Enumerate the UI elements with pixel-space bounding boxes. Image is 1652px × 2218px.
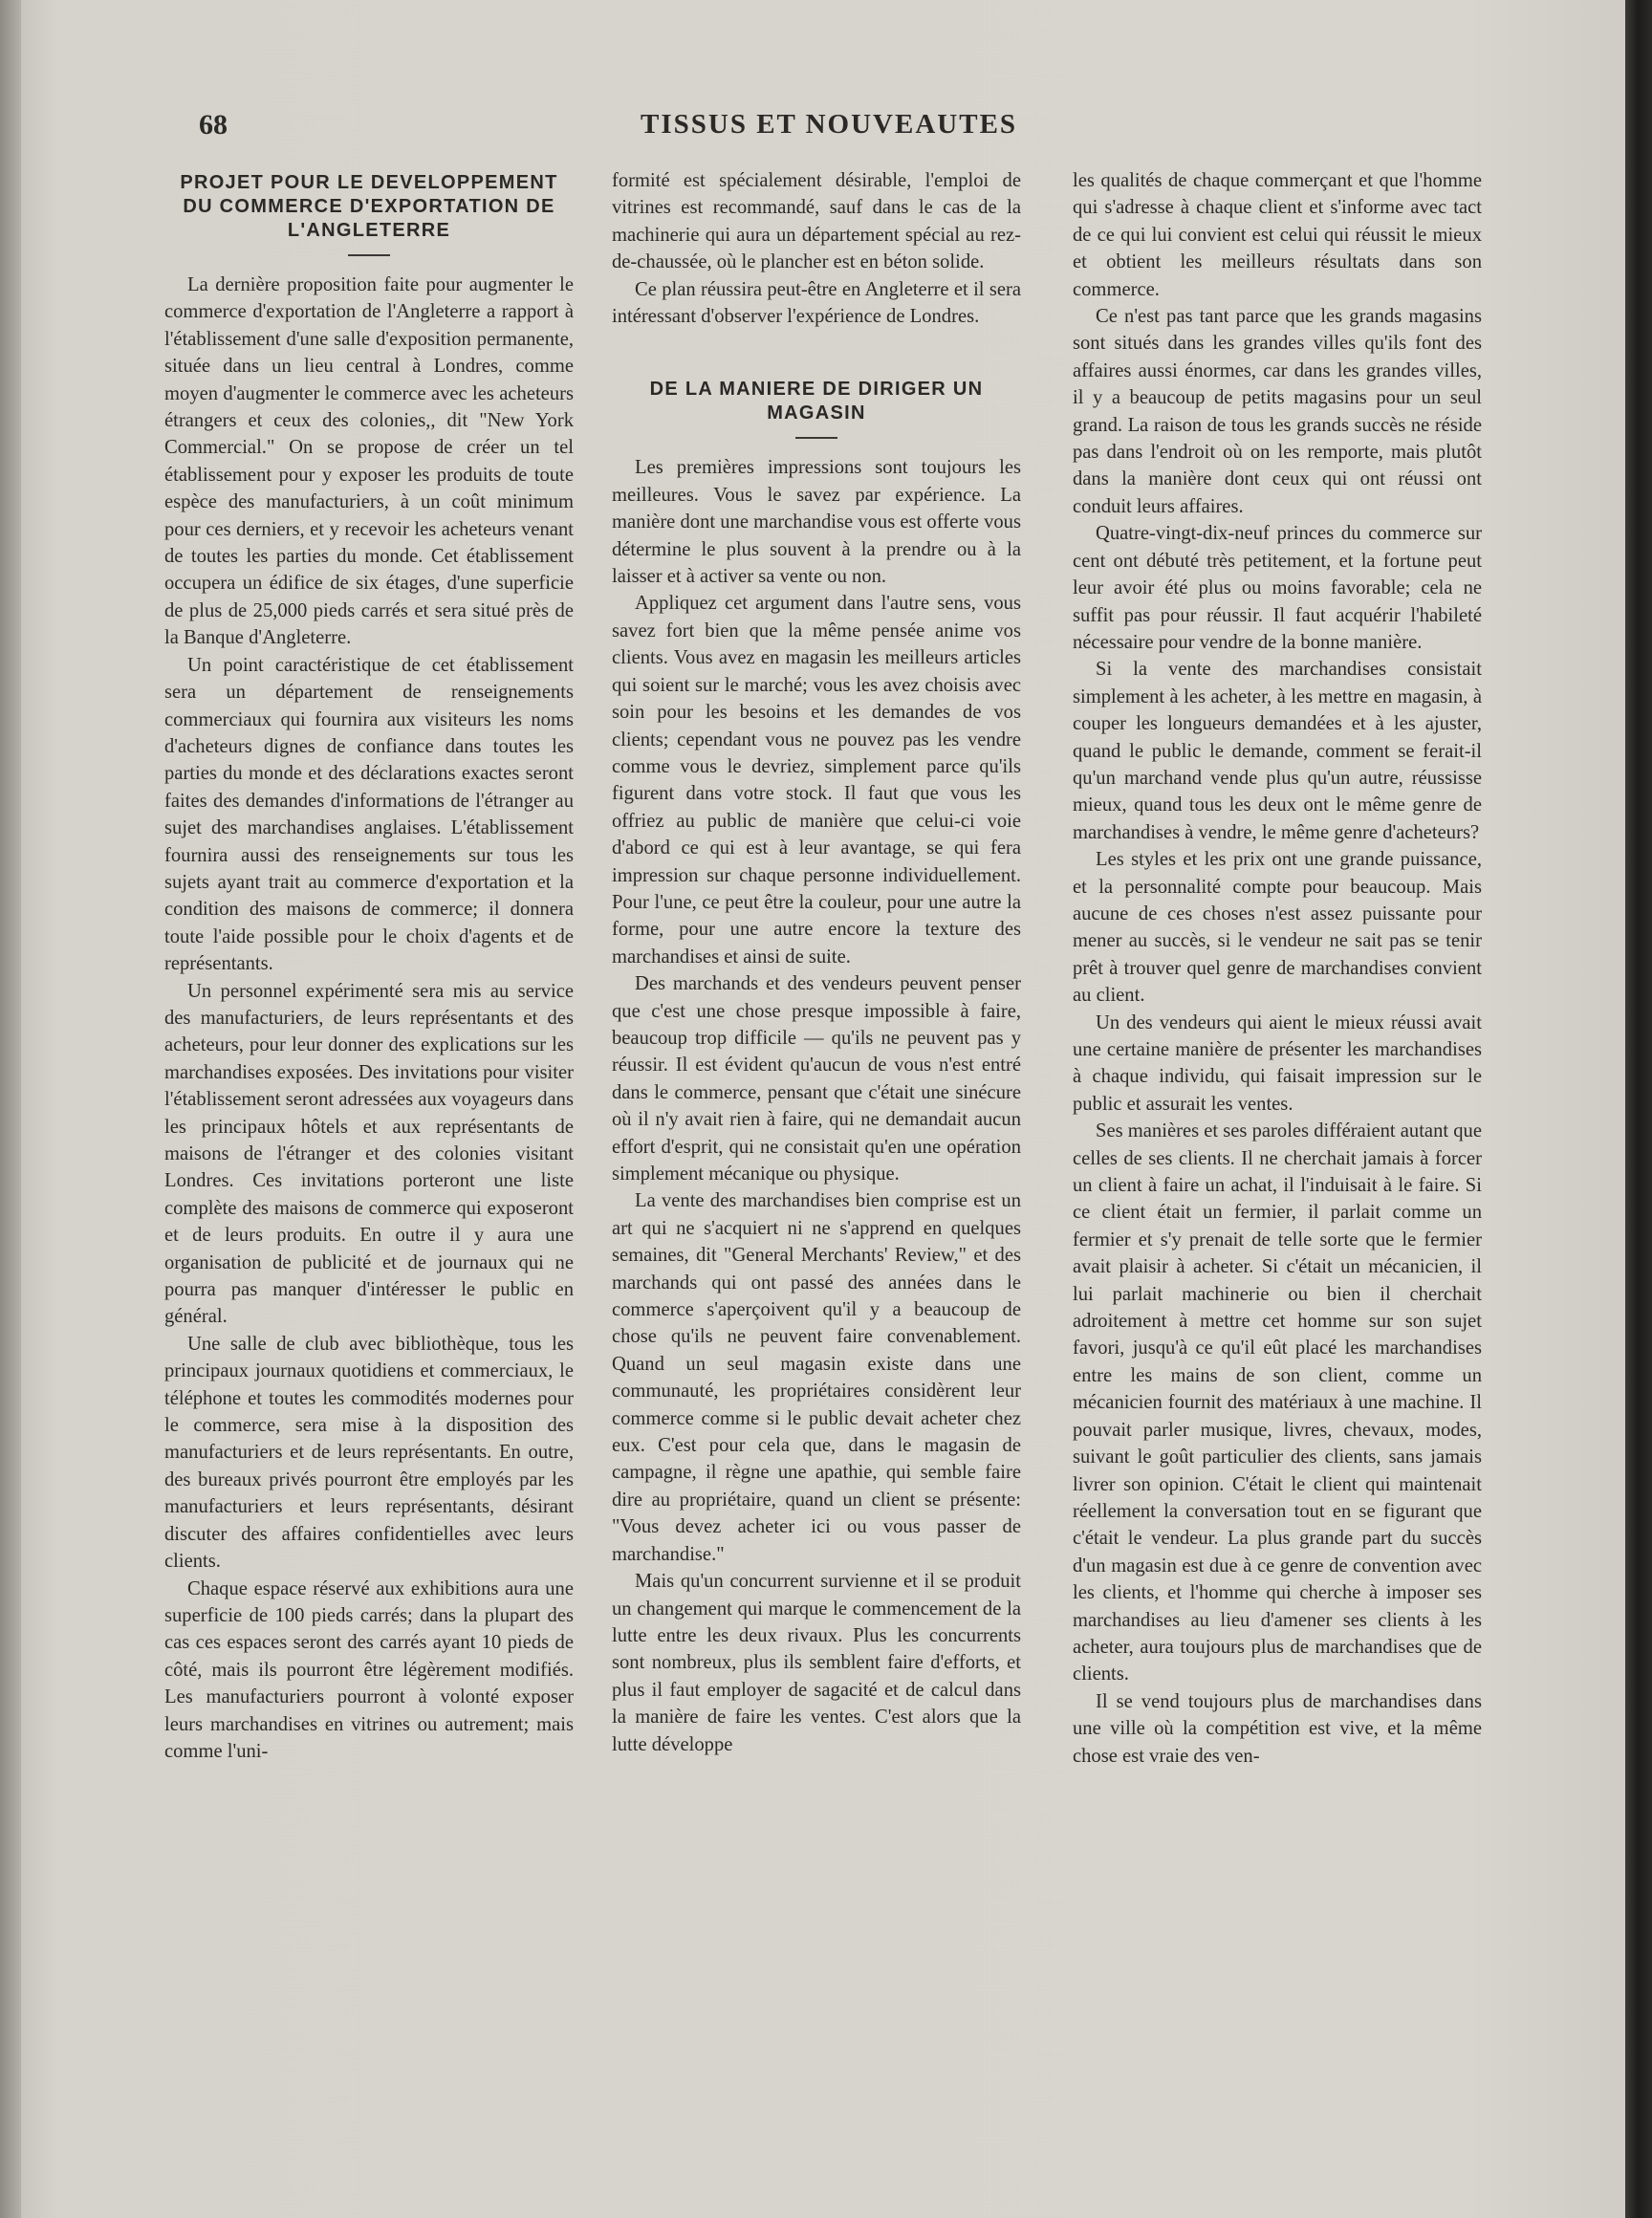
paragraph: Les styles et les prix ont une grande puissance, et la personnalité compte pour beaucoup. Mais aucune de ces choses n'est assez puissante pour mener au succès, si le vendeur ne sait pas se tenir prêt à trouver quel genre de marchandises convient au client. [1073, 849, 1482, 1007]
paragraph: Chaque espace réservé aux exhibitions aura une superficie de 100 pieds carrés; dans la plupart des cas ces espaces seront des carrés ayant 10 pieds de côté, mais ils pourront être légèrement modifiés. Les manufacturiers pourront à volonté exposer leurs marchandises en vitrines ou autrement; mais comme l'uni- [164, 1577, 574, 1762]
title-rule [795, 437, 837, 439]
paragraph: Si la vente des marchandises consistait simplement à les acheter, à les mettre en magasin, à couper les longueurs demandées et à les ajuster, quand le public le demande, comment se ferait-il qu'un marchand vende plus qu'un autre, réussisse mieux, quand tous les deux ont le même genre de marchandises à vendre, le même genre d'acheteurs? [1073, 659, 1482, 843]
paragraph: La dernière proposition faite pour augmenter le commerce d'exportation de l'Angleterre a rapport à l'établissement d'une salle d'exposition permanente, située dans un lieu central à Londres, comme moyen d'augmenter le commerce avec les acheteurs étrangers et ceux des colonies,, dit "New York Commercial." On se propose de créer un tel établissement pour y exposer les produits de toute espèce des manufacturiers, à un coût minimum pour ces derniers, et y recevoir les acheteurs venant de toutes les parties du monde. Cet établissement occupera un édifice de six étages, d'une superficie de plus de 25,000 pieds carrés et sera situé près de la Banque d'Angleterre. [164, 274, 574, 649]
paragraph: Quatre-vingt-dix-neuf princes du commerce sur cent ont débuté très petitement, et la fortune peut leur avoir été plus ou moins favorable; cela ne suffit pas pour réussir. Il faut acquérir l'habileté nécessaire pour vendre de la bonne manière. [1073, 523, 1482, 653]
column-1 [164, 167, 574, 1765]
column-2 [612, 167, 1021, 1758]
paragraph: La vente des marchandises bien comprise est un art qui ne s'acquiert ni ne s'apprend en quelques semaines, dit "General Merchants' Review," et des marchands qui ont passé des années dans le commerce s'aperçoivent qu'il y a beaucoup de chose qu'ils ne peuvent faire convenablement. Quand un seul magasin existe dans une communauté, les propriétaires considèrent leur commerce comme si le public devait acheter chez eux. C'est pour cela que, dans le magasin de campagne, il règne une apathie, qui semble faire dire au propriétaire, quand un client se présente: "Vous devez acheter ici ou vous passer de marchandise." [612, 1190, 1021, 1565]
paragraph: Des marchands et des vendeurs peuvent penser que c'est une chose presque impossible à faire, beaucoup trop difficile — qu'ils ne peuvent pas y réussir. Il est évident qu'aucun de vous n'est entré dans le commerce, pensant que c'était une sinécure où il n'y avait rien à faire, qui ne demandait aucun effort d'esprit, qui ne consistait qu'en une opération simplement mécanique ou physique. [612, 973, 1021, 1185]
title-rule [348, 254, 390, 256]
paragraph: Une salle de club avec bibliothèque, tous les principaux journaux quotidiens et commerciaux, le téléphone et toutes les commodités modernes pour le commerce, sera mise à la disposition des manufacturiers et de leurs représentants. En outre, des bureaux privés pourront être employés par les manufacturiers et leurs représentants, désirant discuter des affaires confidentielles avec leurs clients. [164, 1333, 574, 1573]
binding-gutter [0, 0, 21, 2218]
paragraph: Les premières impressions sont toujours les meilleures. Vous le savez par expérience. La manière dont une marchandise vous est offerte vous détermine le plus souvent à la prendre ou à la laisser et à activer sa vente ou non. [612, 457, 1021, 588]
running-header [143, 103, 1539, 151]
paragraph: Ses manières et ses paroles différaient autant que celles de ses clients. Il ne cherchait jamais à forcer un client à faire un achat, il l'induisait à le faire. Si ce client était un fermier, il parlait comme un fermier et s'y prenait de telle sorte que le fermier avait plaisir à acheter. Si c'était un mécanicien, il lui parlait machinerie ou bien il cherchait adroitement à mettre cet homme sur son sujet favori, jusqu'à ce qu'il eût placé les marchandises entre les mains de son client, comme un mécanicien fournit des matériaux à une machine. Il pouvait parler musique, livres, chevaux, modes, suivant le goût particulier des clients, sans jamais livrer son opinion. C'était le client qui maintenait réellement la conversation tout en se figurant que c'était le vendeur. La plus grande part du succès d'un magasin est due à ce genre de convention avec les clients, et l'homme qui cherche à imposer ses marchandises au lieu d'amener ses clients à les acheter, aura toujours plus de marchandises que de clients. [1073, 1120, 1482, 1685]
article-separator [612, 330, 1021, 374]
paragraph-continued: les qualités de chaque commerçant et que l'homme qui s'adresse à chaque client et s'informe avec tact de ce qui lui convient est celui qui réussit le mieux et obtient les meilleurs résultats dans son commerce. [1073, 170, 1482, 300]
paragraph: Un personnel expérimenté sera mis au service des manufacturiers, de leurs représentants et des acheteurs, pour leur donner des explications sur les marchandises exposées. Des invitations pour visiter l'établissement seront adressées aux voyageurs dans les principaux hôtels et aux représentants de maisons de l'étranger et des colonies visitant Londres. Ces invitations porteront une liste complète des maisons de commerce qui exposeront et de leurs produits. En outre il y aura une organisation de publicité et de journaux qui ne pourra pas manquer d'intéresser le public en général. [164, 980, 574, 1328]
paragraph: Mais qu'un concurrent survienne et il se produit un changement qui marque le commencement de la lutte entre les deux rivaux. Plus les concurrents sont nombreux, plus ils semblent faire d'efforts, et plus il faut employer de sagacité et de calcul dans la manière de faire les ventes. C'est alors que la lutte développe [612, 1571, 1021, 1755]
paragraph: Il se vend toujours plus de marchandises dans une ville où la compétition est vive, et la même chose est vraie des ven- [1073, 1690, 1482, 1767]
paragraph: Ce n'est pas tant parce que les grands magasins sont situés dans les grandes villes qu'ils font des affaires aussi énormes, car dans les grandes villes, il y a beaucoup de petits magasins pour un seul grand. La raison de tous les grands succès ne réside pas dans l'endroit où on les remporte, mais plutôt dans la manière dont ceux qui ont réussi ont conduit leurs affaires. [1073, 306, 1482, 517]
paragraph: Un des vendeurs qui aient le mieux réussi avait une certaine manière de présenter les marchandises à chaque individu, qui faisait impression sur le public et assurait les ventes. [1073, 1011, 1482, 1115]
paragraph: Ce plan réussira peut-être en Angleterre et il sera intéressant d'observer l'expérience de Londres. [612, 278, 1021, 328]
journal-title: TISSUS ET NOUVEAUTES [641, 109, 1018, 140]
scan-edge [1625, 0, 1652, 2218]
page-number: 68 [199, 109, 228, 141]
article-title-export: PROJET POUR LE DEVELOPPEMENT DU COMMERCE D'EXPORTATION DE L'ANGLETERRE [180, 172, 558, 241]
article-title-magasin: DE LA MANIERE DE DIRIGER UN MAGASIN [649, 379, 984, 424]
paragraph: Appliquez cet argument dans l'autre sens, vous savez fort bien que la même pensée anime vos clients. Vous avez en magasin les meilleurs articles qui soient sur le marché; vous les avez choisis avec soin pour les besoins et les demandes de vos clients; cependant vous ne pouvez pas les vendre comme vous le devriez, simplement parce qu'ils figurent dans votre stock. Il faut que vous les offriez au public de manière que celui-ci voie d'abord ce qui est à leur avantage, se qui fera impression sur chaque personne individuellement. Pour l'une, ce peut être la couleur, pour une autre la forme, pour une autre encore la texture des marchandises et ainsi de suite. [612, 593, 1021, 968]
paragraph: Un point caractéristique de cet établissement sera un département de renseignements commerciaux qui fournira aux visiteurs les noms d'acheteurs dignes de confiance dans toutes les parties du monde et des déclarations exactes seront faites des demandes d'informations de l'étranger au sujet des marchandises anglaises. L'établissement fournira aussi des renseignements sur tous les sujets ayant trait au commerce d'exportation et la condition des maisons de commerce; il donnera toute l'aide possible pour le choix d'agents et de représentants. [164, 654, 574, 975]
paragraph-continued: formité est spécialement désirable, l'emploi de vitrines est recommandé, sauf dans le cas de la machinerie qui aura un département spécial au rez-de-chaussée, où le plancher est en béton solide. [612, 170, 1021, 273]
column-3 [1073, 167, 1482, 1770]
